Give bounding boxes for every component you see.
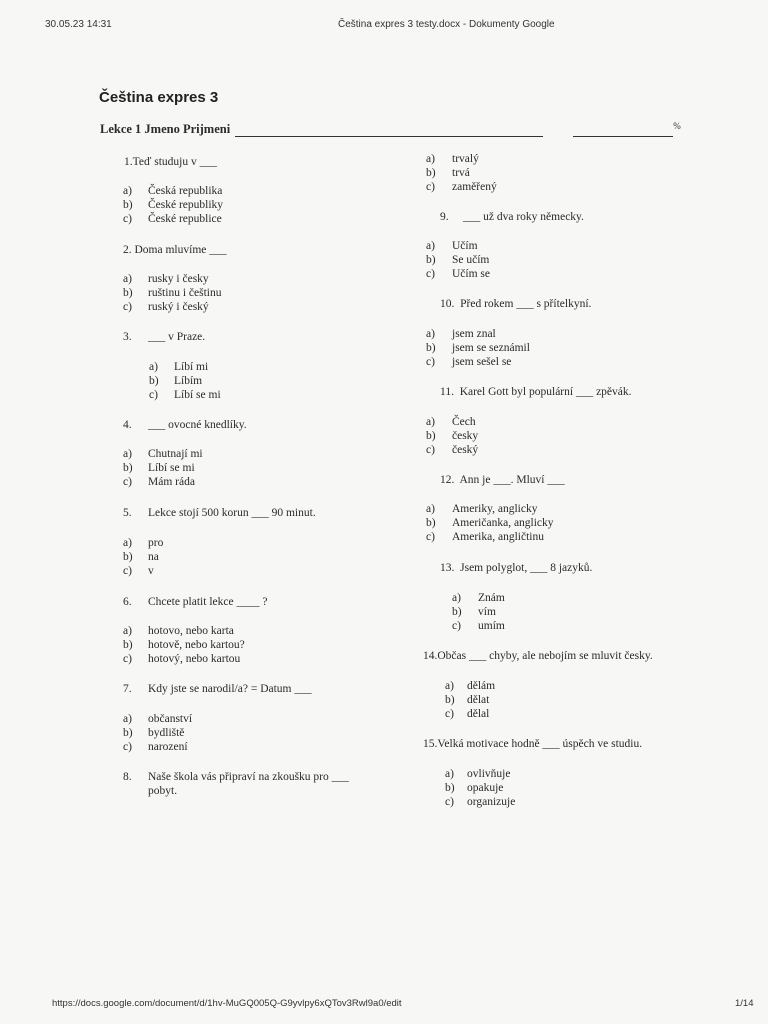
option-10a: a) jsem znal — [426, 328, 496, 340]
option-14c: c) dělal — [445, 708, 490, 720]
name-blank — [235, 124, 543, 137]
option-11b: b) česky — [426, 430, 479, 442]
print-url: https://docs.google.com/document/d/1hv-MuGQ005Q-G9yvlpy6xQTov3Rwl9a0/edit — [52, 998, 402, 1009]
option-5c: c) v — [123, 565, 154, 577]
option-4c: c) Mám ráda — [123, 476, 195, 488]
option-13b: b) vím — [452, 606, 496, 618]
print-datetime: 30.05.23 14:31 — [45, 19, 112, 30]
question-5: 5. Lekce stojí 500 korun ___ 90 minut. — [123, 507, 316, 519]
page-title: Čeština expres 3 — [99, 89, 219, 106]
option-9a: a) Učím — [426, 240, 478, 252]
question-11: 11. Karel Gott byl populární ___ zpěvák. — [440, 386, 632, 398]
option-12a: a) Ameriky, anglicky — [426, 503, 538, 515]
option-2c: c) ruský i český — [123, 301, 209, 313]
question-14: 14.Občas ___ chyby, ale nebojím se mluvit česky. — [423, 650, 653, 662]
question-8: 8. Naše škola vás připraví na zkoušku pro ___ pobyt. — [123, 771, 349, 797]
option-3c: c) Líbí se mi — [149, 389, 221, 401]
option-8b: b) trvá — [426, 167, 470, 179]
option-1b: b) České republiky — [123, 199, 224, 211]
question-4: 4. ___ ovocné knedlíky. — [123, 419, 247, 431]
lesson-label: Lekce 1 Jmeno Prijmeni — [100, 122, 231, 136]
option-4a: a) Chutnají mi — [123, 448, 203, 460]
question-7: 7. Kdy jste se narodil/a? = Datum ___ — [123, 683, 312, 695]
option-6b: b) hotově, nebo kartou? — [123, 639, 245, 651]
option-8a: a) trvalý — [426, 153, 479, 165]
option-13a: a) Znám — [452, 592, 505, 604]
option-15c: c) organizuje — [445, 796, 516, 808]
question-9: 9. ___ už dva roky německy. — [440, 211, 584, 223]
print-document-title: Čeština expres 3 testy.docx - Dokumenty Google — [338, 19, 555, 30]
option-3a: a) Líbí mi — [149, 361, 209, 373]
option-15a: a) ovlivňuje — [445, 768, 511, 780]
question-13: 13. Jsem polyglot, ___ 8 jazyků. — [440, 562, 593, 574]
option-12c: c) Amerika, angličtinu — [426, 531, 544, 543]
option-1a: a) Česká republika — [123, 185, 223, 197]
option-8c: c) zaměřený — [426, 181, 497, 193]
option-9b: b) Se učím — [426, 254, 490, 266]
option-11a: a) Čech — [426, 416, 476, 428]
option-11c: c) český — [426, 444, 479, 456]
option-14b: b) dělat — [445, 694, 490, 706]
score-blank — [573, 124, 673, 137]
option-10b: b) jsem se seznámil — [426, 342, 530, 354]
option-10c: c) jsem sešel se — [426, 356, 512, 368]
option-12b: b) Američanka, anglicky — [426, 517, 554, 529]
percent-sign: % — [673, 121, 681, 131]
option-9c: c) Učím se — [426, 268, 491, 280]
question-15: 15.Velká motivace hodně ___ úspěch ve studiu. — [423, 738, 643, 750]
option-3b: b) Líbím — [149, 375, 203, 387]
option-15b: b) opakuje — [445, 782, 504, 794]
question-2: 2. Doma mluvíme ___ — [123, 244, 227, 256]
option-2a: a) rusky i česky — [123, 273, 209, 285]
option-2b: b) ruštinu i češtinu — [123, 287, 222, 299]
question-10: 10. Před rokem ___ s přítelkyní. — [440, 298, 592, 310]
option-6a: a) hotovo, nebo karta — [123, 625, 234, 637]
page-number: 1/14 — [735, 998, 754, 1009]
option-5a: a) pro — [123, 537, 164, 549]
question-6: 6. Chcete platit lekce ____ ? — [123, 596, 268, 608]
option-7b: b) bydliště — [123, 727, 185, 739]
option-4b: b) Líbí se mi — [123, 462, 195, 474]
option-13c: c) umím — [452, 620, 505, 632]
question-1: 1.Teď studuju v ___ — [124, 156, 217, 168]
question-12: 12. Ann je ___. Mluví ___ — [440, 474, 565, 486]
option-7c: c) narození — [123, 741, 188, 753]
option-5b: b) na — [123, 551, 159, 563]
option-7a: a) občanství — [123, 713, 193, 725]
question-3: 3. ___ v Praze. — [123, 331, 206, 343]
option-6c: c) hotový, nebo kartou — [123, 653, 241, 665]
option-1c: c) České republice — [123, 213, 222, 225]
name-line — [100, 122, 681, 137]
option-14a: a) dělám — [445, 680, 496, 692]
